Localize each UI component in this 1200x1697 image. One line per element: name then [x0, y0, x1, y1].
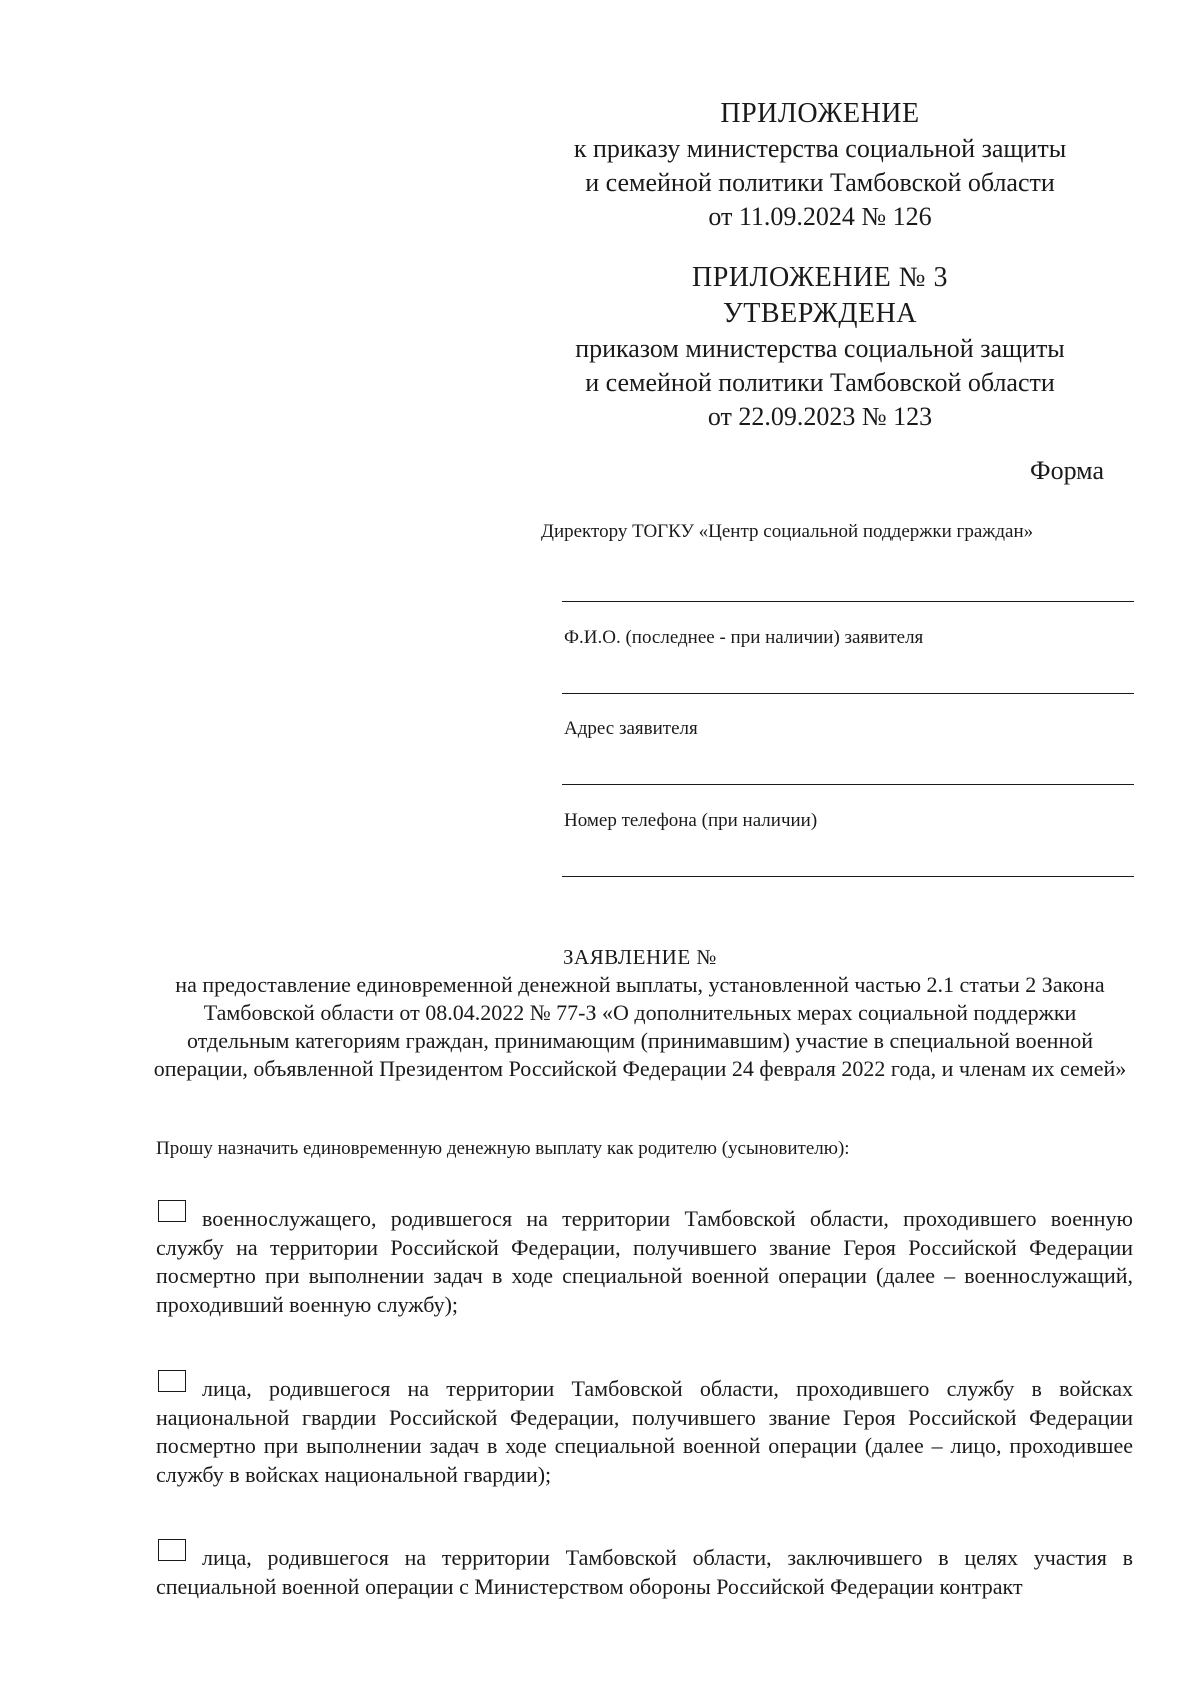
appendix-line-1: к приказу министерства социальной защиты: [573, 134, 1067, 163]
statement-title: [150, 943, 1130, 1083]
option-national-guard: [156, 1370, 1133, 1489]
option-contract-text: лица, родившегося на территории Тамбовской области, заключившего в целях участия в специальной военной операции с Министерством обороны Российской Федерации контракт: [156, 1545, 1133, 1599]
option-serviceman-text: военнослужащего, родившегося на территории Тамбовской области, проходившего военную службу на территории Российской Федерации, получившего звание Героя Российской Федерации посмертно при выполнении задач в ходе специальной военной операции (далее – военнослужащий, проходивший военную службу);: [156, 1206, 1133, 1317]
appendix-title: ПРИЛОЖЕНИЕ: [720, 98, 920, 129]
checkbox-national-guard[interactable]: [158, 1370, 186, 1392]
applicant-name-input-line[interactable]: [562, 601, 1134, 602]
appendix-line-3: от 11.09.2024 № 126: [708, 202, 932, 231]
approval-line-1: приказом министерства социальной защиты: [575, 334, 1065, 363]
approval-subtitle: УТВЕРЖДЕНА: [722, 298, 918, 329]
option-serviceman: [156, 1200, 1133, 1319]
approval-header: [520, 260, 1120, 434]
approval-line-2: и семейной политики Тамбовской области: [585, 368, 1055, 397]
applicant-address-caption: Адрес заявителя: [564, 718, 698, 739]
checkbox-serviceman[interactable]: [158, 1200, 186, 1222]
statement-heading: ЗАЯВЛЕНИЕ №: [563, 945, 717, 969]
form-label: Форма: [1030, 456, 1104, 485]
option-contract: [156, 1539, 1133, 1601]
approval-line-3: от 22.09.2023 № 123: [707, 402, 933, 431]
applicant-phone-value-line[interactable]: [562, 876, 1134, 877]
appendix-line-2: и семейной политики Тамбовской области: [585, 168, 1055, 197]
statement-description: на предоставление единовременной денежной выплаты, установленной частью 2.1 статьи 2 Закона Тамбовской области от 08.04.2022 № 77-З «О дополнительных мерах социальной поддержки отдельным категориям граждан, принимающим (принимавшим) участие в специальной военной операции, объявленной Президентом Российской Федерации 24 февраля 2022 года, и членам их семей»: [153, 972, 1127, 1081]
request-text: Прошу назначить единовременную денежную выплату как родителю (усыновителю):: [156, 1138, 850, 1159]
applicant-address-input-line[interactable]: [562, 693, 1134, 694]
checkbox-contract[interactable]: [158, 1539, 186, 1561]
appendix-header: [520, 96, 1120, 234]
applicant-name-caption: Ф.И.О. (последнее - при наличии) заявителя: [564, 627, 924, 648]
applicant-phone-input-line[interactable]: [562, 784, 1134, 785]
option-national-guard-text: лица, родившегося на территории Тамбовской области, проходившего службу в войсках национальной гвардии Российской Федерации, получившего звание Героя Российской Федерации посмертно при выполнении задач в ходе специальной военной операции (далее – лицо, проходившее службу в войсках национальной гвардии);: [156, 1376, 1133, 1487]
applicant-phone-caption: Номер телефона (при наличии): [564, 810, 818, 831]
addressee-line: Директору ТОГКУ «Центр социальной поддержки граждан»: [541, 521, 1034, 542]
approval-title: ПРИЛОЖЕНИЕ № 3: [692, 262, 948, 293]
